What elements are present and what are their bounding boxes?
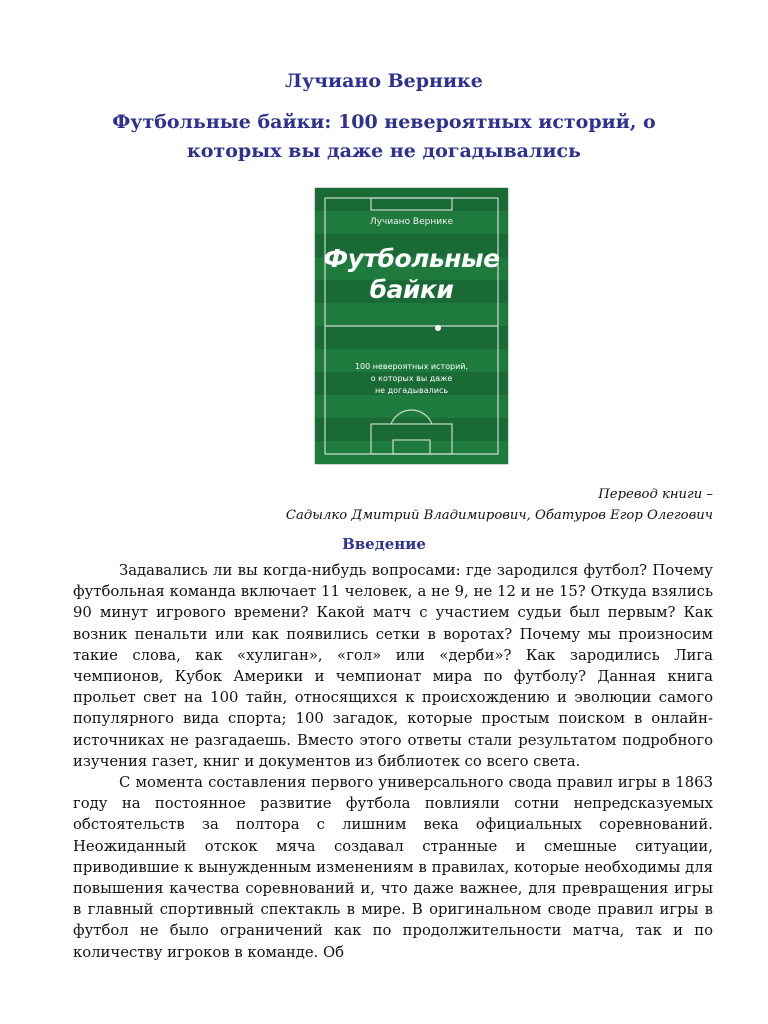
cover-subtitle-line-3: не догадывались (374, 386, 449, 395)
cover-title (315, 243, 508, 305)
cover-title-line-1: Футбольные (323, 244, 500, 273)
book-title (90, 108, 678, 166)
body-text (73, 560, 713, 963)
translation-credit (286, 484, 713, 526)
translation-label: Перевод книги – (598, 487, 713, 502)
cover-subtitle-line-1: 100 невероятных историй, (354, 362, 469, 371)
book-title-line-2: которых вы даже не догадывались (187, 140, 581, 162)
paragraph-2: С момента составления первого универсального свода правил игры в 1863 году на постоянное развитие футбола повлияли сотни непредсказуемых обстоятельств за полтора с лишним века официальных соревнований. Неожиданный отскок мяча создавал странные и смешные ситуации, приводившие к вынужденным изменениям в правилах, которые необходимы для повышения качества соревнований и, что даже важнее, для превращения игры в главный спортивный спектакль в мире. В оригинальном своде правил игры в футбол не было ограничений как по продолжительности матча, так и по количеству игроков в команде. Об (73, 774, 713, 961)
section-heading: Введение (342, 535, 426, 553)
cover-title-line-2: байки (369, 275, 454, 304)
cover-subtitle-line-2: о которых вы даже (370, 374, 453, 383)
book-author: Лучиано Вернике (285, 70, 483, 92)
book-cover-image (315, 188, 508, 464)
paragraph-1: Задавались ли вы когда-нибудь вопросами: где зародился футбол? Почему футбольная команда включает 11 человек, а не 9, не 12 и не 15? Откуда взялись 90 минут игрового времени? Какой матч с участием судьи был первым? Как возник пенальти или как появились сетки в воротах? Почему мы произносим такие слова, как «хулиган», «гол» или «дерби»? Как зародились Лига чемпионов, Кубок Америки и чемпионат мира по футболу? Данная книга прольет свет на 100 тайн, относящихся к происхождению и эволюции самого популярного вида спорта; 100 загадок, которые простым поиском в онлайн-источниках не разгадаешь. Вместо этого ответы стали результатом подробного изучения газет, книг и документов из библиотек со всего света. (73, 562, 713, 770)
cover-subtitle (345, 361, 478, 397)
translators: Садылко Дмитрий Владимирович, Обатуров Егор Олегович (285, 508, 713, 523)
cover-author: Лучиано Вернике (369, 217, 454, 227)
cover-pitch-graphic (315, 188, 508, 464)
book-title-line-1: Футбольные байки: 100 невероятных историй, о (112, 111, 656, 133)
